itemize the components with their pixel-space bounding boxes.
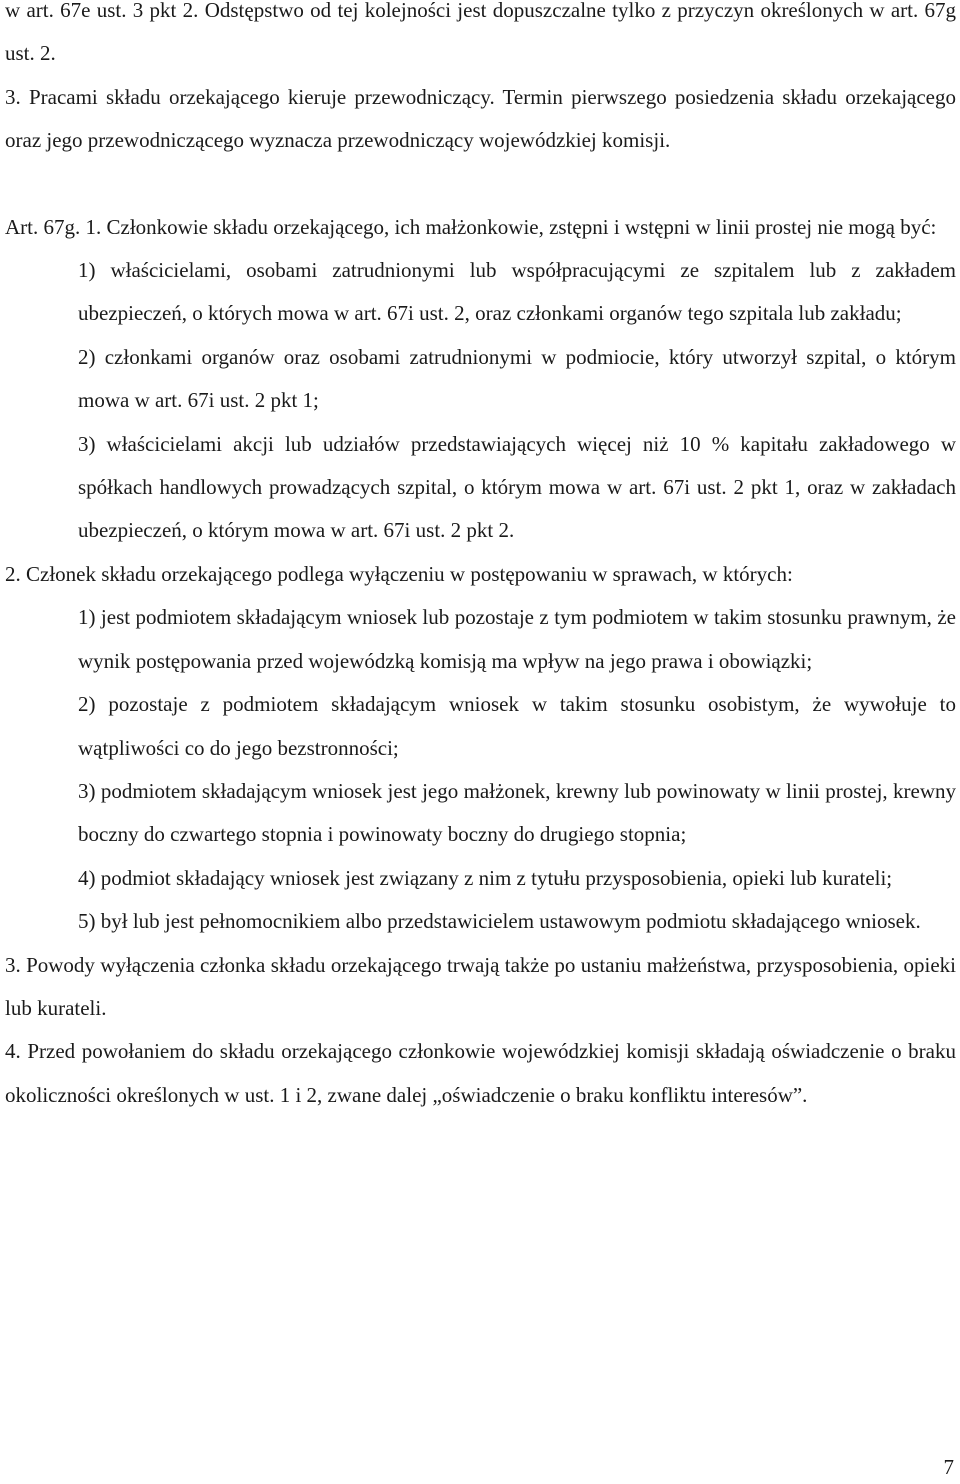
paragraph-art-67g-ust-1: Art. 67g. 1. Członkowie składu orzekającego, ich małżonkowie, zstępni i wstępni w linii prostej nie mogą być: [5,214,937,239]
paragraph-ust-4: 4. Przed powołaniem do składu orzekającego członkowie wojewódzkiej komisji składają oświadczenie o braku okoliczności określonych w ust. 1 i 2, zwane dalej „oświadczenie o braku konfliktu interesów”. [5,1039,956,1107]
list-item-3: 3) podmiotem składającym wniosek jest jego małżonek, krewny lub powinowaty w linii prostej, krewny boczny do czwartego stopnia i powinowaty boczny do drugiego stopnia; [78,778,956,847]
list-item-3: 3) właścicielami akcji lub udziałów przedstawiających więcej niż 10 % kapitału zakładowego w spółkach handlowych prowadzących szpital, o którym mowa w art. 67i ust. 2 pkt 1, oraz w zakładach ubezpieczeń, o którym mowa w art. 67i ust. 2 pkt 2. [78,431,956,543]
paragraph-ust-2: 2. Członek składu orzekającego podlega wyłączeniu w postępowaniu w sprawach, w których: [5,561,793,586]
list-item-2: 2) pozostaje z podmiotem składającym wniosek w takim stosunku osobistym, że wywołuje to wątpliwości co do jego bezstronności; [78,692,956,760]
list-item-1: 1) właścicielami, osobami zatrudnionymi lub współpracującymi ze szpitalem lub z zakładem ubezpieczeń, o których mowa w art. 67i ust. 2, oraz członkami organów tego szpitala lub zakładu; [78,258,956,326]
list-item-5: 5) był lub jest pełnomocnikiem albo przedstawicielem ustawowym podmiotu składającego wniosek. [78,909,921,934]
page-number: 7 [943,1455,954,1479]
list-item-4: 4) podmiot składający wniosek jest związany z nim z tytułu przysposobienia, opieki lub kurateli; [78,865,893,890]
paragraph-continuation: w art. 67e ust. 3 pkt 2. Odstępstwo od tej kolejności jest dopuszczalne tylko z przyczyn określonych w art. 67g ust. 2. [5,0,956,66]
list-item-2: 2) członkami organów oraz osobami zatrudnionymi w podmiocie, który utworzył szpital, o którym mowa w art. 67i ust. 2 pkt 1; [78,344,956,413]
paragraph-gap [0,163,960,206]
list-item-1: 1) jest podmiotem składającym wniosek lub pozostaje z tym podmiotem w takim stosunku prawnym, że wynik postępowania przed wojewódzką komisją ma wpływ na jego prawa i obowiązki; [78,605,956,673]
paragraph-ust-3: 3. Pracami składu orzekającego kieruje przewodniczący. Termin pierwszego posiedzenia składu orzekającego oraz jego przewodniczącego wyznacza przewodniczący wojewódzkiej komisji. [5,84,956,153]
paragraph-ust-3-powody: 3. Powody wyłączenia członka składu orzekającego trwają także po ustaniu małżeństwa, przysposobienia, opieki lub kurateli. [5,952,956,1020]
